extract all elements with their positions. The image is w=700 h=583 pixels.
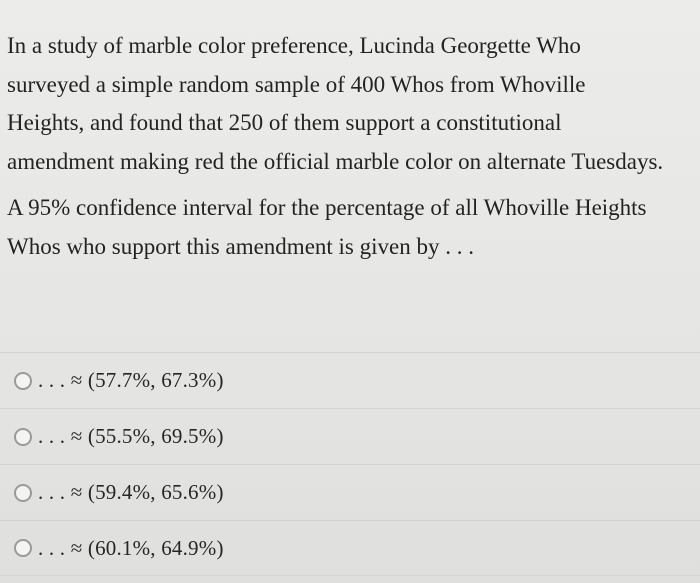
answer-options — [0, 352, 700, 576]
radio-button-icon[interactable] — [14, 372, 32, 390]
radio-button-icon[interactable] — [14, 428, 32, 446]
answer-option-2[interactable] — [0, 408, 700, 464]
answer-option-4[interactable] — [0, 520, 700, 576]
answer-option-label: . . . ≈ (57.7%, 67.3%) — [38, 368, 224, 392]
radio-button-icon[interactable] — [14, 484, 32, 502]
answer-option-3[interactable] — [0, 464, 700, 520]
radio-button-icon[interactable] — [14, 539, 32, 557]
question-paragraph: In a study of marble color preference, Lucinda Georgette Who surveyed a simple random sample of 400 Whos from Whoville Heights, and found that 250 of them support a constitutional amendment making red the official marble color on alternate Tuesdays. — [7, 33, 664, 174]
answer-option-label: . . . ≈ (55.5%, 69.5%) — [38, 424, 224, 448]
answer-option-label: . . . ≈ (59.4%, 65.6%) — [38, 480, 224, 504]
question-text — [7, 27, 667, 266]
question-prompt: A 95% confidence interval for the percentage of all Whoville Heights Whos who support this amendment is given by . . . — [7, 195, 647, 259]
answer-option-label: . . . ≈ (60.1%, 64.9%) — [38, 535, 224, 560]
answer-option-1[interactable] — [0, 352, 700, 408]
